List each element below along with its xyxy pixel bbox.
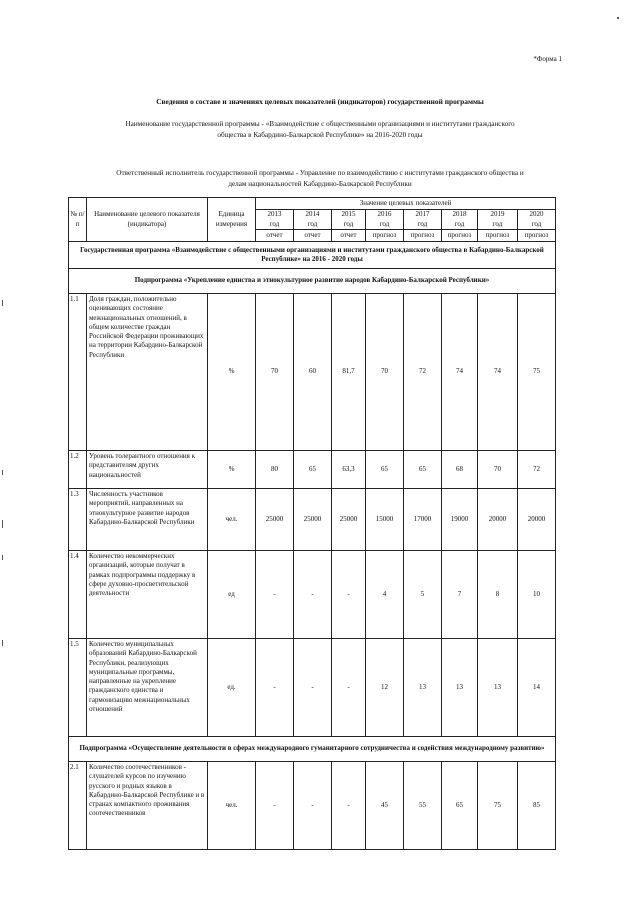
row-indicator-name: Количество муниципальных образований Кабардино-Балкарской Республики, реализующих муниципальные программы, направленные на укрепление гражданского единства и гармонизацию межнациональных отношений — [87, 639, 208, 737]
header-year-god: год — [531, 219, 542, 228]
header-year-4 — [404, 210, 442, 230]
row-value-2017: 55 — [404, 762, 442, 850]
row-num: 1.3 — [69, 489, 87, 551]
table-row — [69, 639, 556, 737]
row-unit: чел. — [208, 489, 256, 551]
header-year-value: 2013 — [267, 210, 282, 219]
header-kind-4: прогноз — [404, 230, 442, 242]
program-row — [69, 242, 556, 269]
header-year-6 — [478, 210, 518, 230]
row-value-2019: 74 — [478, 294, 518, 451]
header-year-god: год — [417, 219, 428, 228]
header-year-value: 2014 — [305, 210, 320, 219]
header-year-0 — [256, 210, 294, 230]
row-value-2019: 8 — [478, 551, 518, 639]
row-num: 1.5 — [69, 639, 87, 737]
row-value-2018: 74 — [442, 294, 478, 451]
header-year-value: 2018 — [452, 210, 467, 219]
row-value-2018: 7 — [442, 551, 478, 639]
row-value-2014: 25000 — [294, 489, 332, 551]
row-value-2013: 25000 — [256, 489, 294, 551]
header-year-god: год — [343, 219, 354, 228]
row-value-2017: 13 — [404, 639, 442, 737]
scan-speck — [617, 17, 619, 19]
row-value-2019: 20000 — [478, 489, 518, 551]
table-row — [69, 451, 556, 489]
header-kind-1: отчет — [294, 230, 332, 242]
row-indicator-name: Доля граждан, положительно оценивающих состояние межнациональных отношений, в общем количестве граждан Российской Федерации проживающих на территории Кабардино-Балкарской Республики — [87, 294, 208, 451]
responsible-line1: Ответственный исполнитель государственной программы - Управление по взаимодействию с институтами гражданского общества и — [116, 169, 524, 177]
row-value-2015: 25000 — [332, 489, 366, 551]
indicators-table — [68, 197, 556, 850]
header-year-value: 2019 — [490, 210, 505, 219]
header-year-god: год — [379, 219, 390, 228]
table-row — [69, 551, 556, 639]
row-unit: % — [208, 294, 256, 451]
row-indicator-name: Уровень толерантного отношения к представителям других национальностей — [87, 451, 208, 489]
row-value-2018: 13 — [442, 639, 478, 737]
header-year-god: год — [307, 219, 318, 228]
row-indicator-name: Количество соотечественников - слушателей курсов по изучению русского и родных языков в Кабардино-Балкарской Республике и в странах компактного проживания соотечественников — [87, 762, 208, 850]
row-value-2016: 15000 — [366, 489, 404, 551]
row-value-2013: - — [256, 639, 294, 737]
row-value-2016: 65 — [366, 451, 404, 489]
row-value-2020: 75 — [518, 294, 556, 451]
row-indicator-name: Количество некоммерческих организаций, которые получат в рамках подпрограммы поддержку в сфере духовно-просветительской деятельности — [87, 551, 208, 639]
header-year-value: 2020 — [529, 210, 544, 219]
row-value-2016: 4 — [366, 551, 404, 639]
row-value-2013: - — [256, 762, 294, 850]
row-value-2019: 13 — [478, 639, 518, 737]
row-num: 1.1 — [69, 294, 87, 451]
header-year-god: год — [269, 219, 280, 228]
header-kind-6: прогноз — [478, 230, 518, 242]
header-year-7 — [518, 210, 556, 230]
row-value-2014: 60 — [294, 294, 332, 451]
row-value-2014: - — [294, 762, 332, 850]
subprogram1-title-cell: Подпрограмма «Укрепление единства и этнокультурное развитие народов Кабардино-Балкарской Республики» — [69, 269, 556, 294]
row-value-2016: 70 — [366, 294, 404, 451]
row-value-2015: 63,3 — [332, 451, 366, 489]
program-title-cell: Государственная программа «Взаимодействие с общественными организациями и институтами гражданского общества в Кабардино-Балкарской Республике» на 2016 - 2020 годы — [69, 242, 556, 269]
row-num: 1.4 — [69, 551, 87, 639]
header-year-value: 2016 — [377, 210, 392, 219]
header-name: Наименование целевого показателя (индикатора) — [87, 198, 208, 242]
header-kind-3: прогноз — [366, 230, 404, 242]
header-num: № п/п — [69, 198, 87, 242]
subprogram1-row — [69, 269, 556, 294]
subprogram2-row — [69, 737, 556, 762]
header-year-value: 2017 — [415, 210, 430, 219]
header-year-god: год — [454, 219, 465, 228]
table-row — [69, 294, 556, 451]
header-year-2 — [332, 210, 366, 230]
header-year-5 — [442, 210, 478, 230]
program-name-line1: Наименование государственной программы - «Взаимодействие с общественными организациями и институтами гражданского — [125, 120, 515, 128]
row-value-2015: - — [332, 762, 366, 850]
header-year-god: год — [492, 219, 503, 228]
row-unit: чел. — [208, 762, 256, 850]
program-name-line2: общества в Кабардино-Балкарской Республике» на 2016-2020 годы — [217, 131, 423, 139]
row-value-2018: 65 — [442, 762, 478, 850]
row-value-2017: 5 — [404, 551, 442, 639]
row-value-2020: 20000 — [518, 489, 556, 551]
header-kind-5: прогноз — [442, 230, 478, 242]
row-value-2019: 70 — [478, 451, 518, 489]
row-unit: ед — [208, 551, 256, 639]
row-unit: ед. — [208, 639, 256, 737]
row-value-2017: 17000 — [404, 489, 442, 551]
row-value-2020: 14 — [518, 639, 556, 737]
row-value-2017: 72 — [404, 294, 442, 451]
row-value-2018: 19000 — [442, 489, 478, 551]
row-value-2018: 68 — [442, 451, 478, 489]
row-value-2013: 80 — [256, 451, 294, 489]
table-row — [69, 489, 556, 551]
row-value-2019: 75 — [478, 762, 518, 850]
header-values-group: Значение целевых показателей — [256, 198, 556, 210]
form-label: *Форма 1 — [533, 55, 562, 63]
row-indicator-name: Численность участников мероприятий, направленных на этнокультурное развитие народов Кабардино-Балкарской Республики — [87, 489, 208, 551]
document-title: Сведения о составе и значениях целевых показателей (индикаторов) государственной программы — [156, 97, 484, 106]
header-kind-2: отчет — [332, 230, 366, 242]
table-row — [69, 762, 556, 850]
header-year-3 — [366, 210, 404, 230]
row-value-2013: - — [256, 551, 294, 639]
row-value-2014: - — [294, 551, 332, 639]
row-unit: % — [208, 451, 256, 489]
row-num: 2.1 — [69, 762, 87, 850]
row-value-2017: 65 — [404, 451, 442, 489]
row-value-2016: 45 — [366, 762, 404, 850]
header-year-1 — [294, 210, 332, 230]
row-value-2015: 81,7 — [332, 294, 366, 451]
subprogram2-title-cell: Подпрограмма «Осуществление деятельности в сферах международного гуманитарного сотрудничества и содействия международному развитию» — [69, 737, 556, 762]
row-value-2020: 85 — [518, 762, 556, 850]
header-year-value: 2015 — [341, 210, 356, 219]
header-kind-7: прогноз — [518, 230, 556, 242]
header-kind-0: отчет — [256, 230, 294, 242]
header-unit: Единица измерения — [208, 198, 256, 242]
row-value-2013: 70 — [256, 294, 294, 451]
row-value-2020: 72 — [518, 451, 556, 489]
header-row-1 — [69, 198, 556, 210]
row-num: 1.2 — [69, 451, 87, 489]
row-value-2015: - — [332, 639, 366, 737]
row-value-2015: - — [332, 551, 366, 639]
row-value-2016: 12 — [366, 639, 404, 737]
row-value-2014: 65 — [294, 451, 332, 489]
row-value-2020: 10 — [518, 551, 556, 639]
responsible-line2: делам национальностей Кабардино-Балкарской Республики — [228, 180, 412, 188]
row-value-2014: - — [294, 639, 332, 737]
